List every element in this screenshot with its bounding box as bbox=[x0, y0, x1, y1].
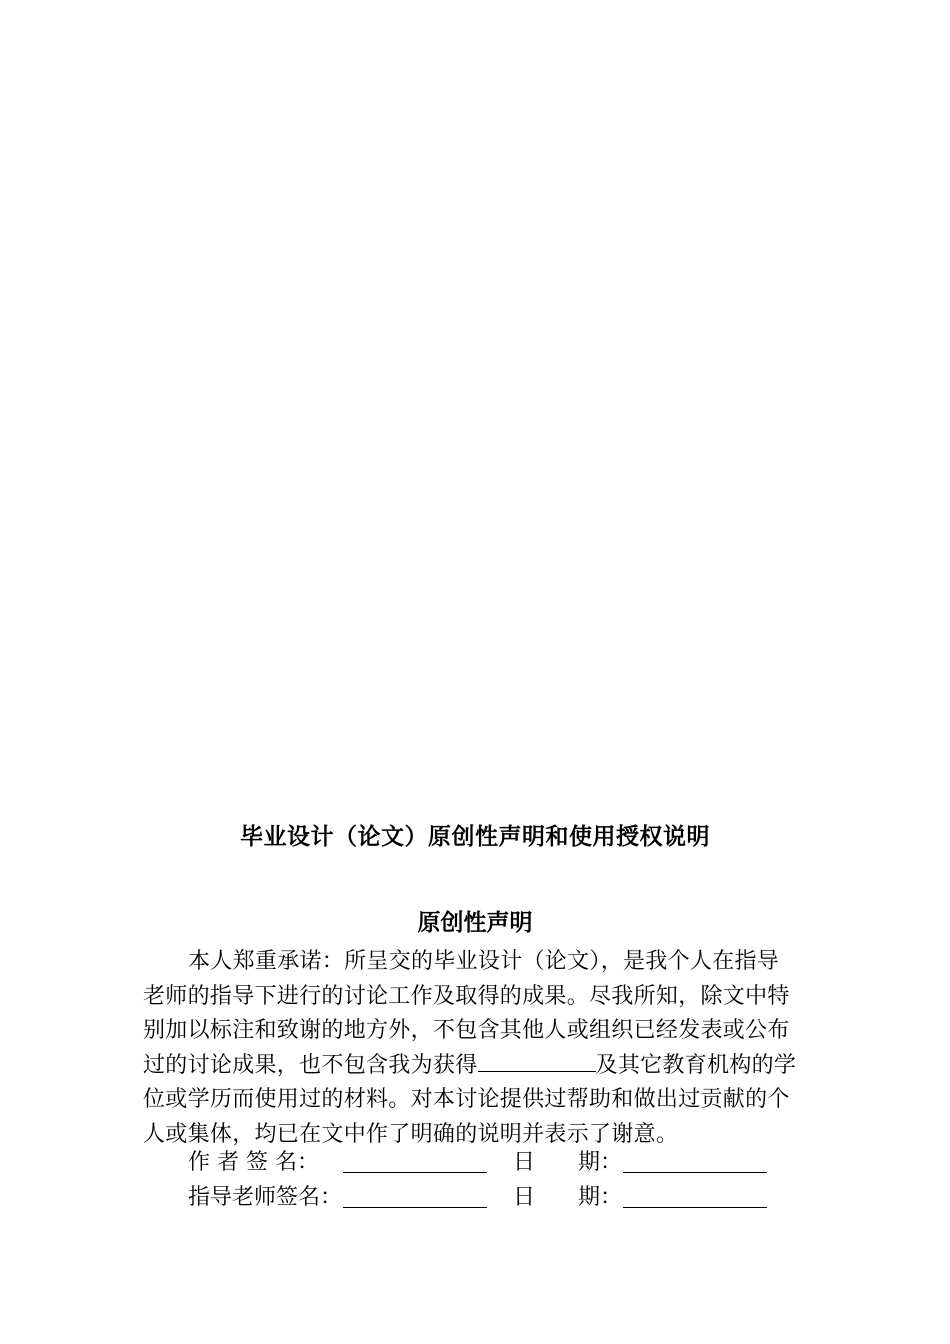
paragraph-line: 位或学历而使用过的材料。对本讨论提供过帮助和做出过贡献的个 bbox=[143, 1087, 790, 1112]
signature-block bbox=[188, 1146, 808, 1215]
paragraph-line: 本人郑重承诺：所呈交的毕业设计（论文），是我个人在指导 bbox=[188, 949, 780, 974]
section-title: 原创性声明 bbox=[417, 909, 533, 936]
paragraph-line-part: 及其它教育机构的学 bbox=[595, 1052, 797, 1078]
author-date-line bbox=[623, 1172, 767, 1173]
author-signature-line bbox=[343, 1172, 487, 1173]
advisor-date-line bbox=[623, 1207, 767, 1208]
advisor-signature-row bbox=[188, 1181, 808, 1216]
paragraph-line: 别加以标注和致谢的地方外，不包含其他人或组织已经发表或公布 bbox=[143, 1018, 790, 1043]
date-label-char: 日 bbox=[513, 1184, 536, 1210]
paragraph-line: 老师的指导下进行的讨论工作及取得的成果。尽我所知，除文中特 bbox=[143, 983, 790, 1009]
paragraph-line-with-blank bbox=[143, 1049, 808, 1084]
paragraph-line: 人或集体，均已在文中作了明确的说明并表示了谢意。 bbox=[143, 1121, 679, 1147]
author-signature-row bbox=[188, 1146, 808, 1181]
document-title: 毕业设计（论文）原创性声明和使用授权说明 bbox=[240, 823, 710, 850]
advisor-signature-line bbox=[343, 1207, 487, 1208]
advisor-signature-label: 指导老师签名： bbox=[188, 1184, 343, 1210]
date-label-char: 期： bbox=[578, 1184, 623, 1210]
declaration-paragraph bbox=[143, 945, 808, 1152]
author-signature-label: 作 者 签 名： bbox=[188, 1150, 319, 1175]
date-label-char: 期： bbox=[578, 1150, 623, 1175]
paragraph-line-part: 过的讨论成果，也不包含我为获得 bbox=[143, 1052, 478, 1078]
date-label-char: 日 bbox=[513, 1150, 536, 1175]
degree-blank-line bbox=[478, 1049, 596, 1072]
